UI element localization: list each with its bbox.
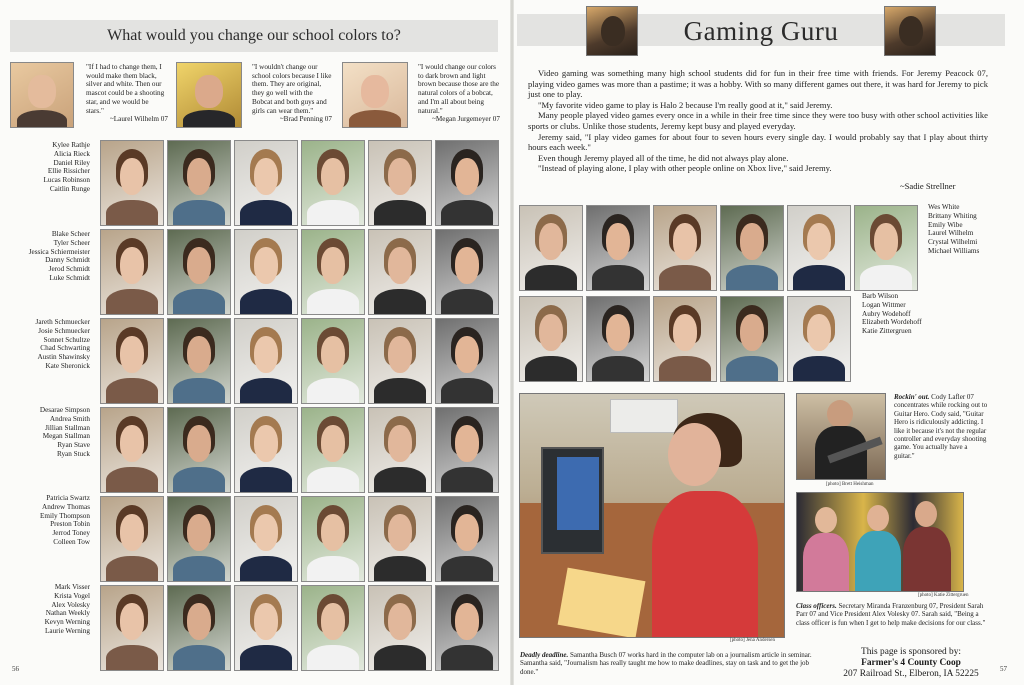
quote-photo-3: [342, 62, 408, 128]
student-name: Michael Williams: [928, 246, 980, 255]
student-portrait: [234, 229, 298, 315]
student-name: Jessica Schiermeister: [28, 247, 90, 256]
student-portrait: [653, 205, 717, 291]
student-name: Andrew Thomas: [42, 502, 90, 511]
name-list-group-5: [10, 494, 90, 547]
caption-officers-title: Class officers.: [796, 602, 837, 610]
student-name: Brittany Whiting: [928, 211, 977, 220]
portrait-grid-right-row-2: [519, 296, 851, 382]
caption-rockin-text: Cody Lafler 07 concentrates while rocking out to Guitar Hero. Cody said, "Guitar Hero is ridiculously addicting. I like it because it's not the regular controller and everyday shooting game. You actually have a guitar.": [894, 393, 988, 460]
student-name: Ryan Stave: [57, 441, 90, 450]
student-portrait: [234, 318, 298, 404]
quote-2-author: ~Brad Penning 07: [279, 115, 332, 124]
student-portrait: [301, 140, 365, 226]
student-name: Kate Sheronick: [45, 361, 90, 370]
student-portrait: [301, 496, 365, 582]
caption-officers: [796, 602, 992, 627]
student-portrait: [167, 496, 231, 582]
student-portrait: [100, 496, 164, 582]
photo-credit-guitar: [photo] Brett Heishman: [826, 482, 874, 487]
quote-1-author: ~Laurel Wilhelm 07: [109, 115, 168, 124]
student-name: Ellie Rissicher: [47, 167, 90, 176]
student-name: Jareth Schmuecker: [35, 318, 90, 326]
sponsor-name: [836, 658, 986, 669]
student-name: Patricia Swartz: [46, 494, 90, 502]
portrait-grid-right-row-1: [519, 205, 918, 291]
page-gutter: [510, 0, 514, 685]
student-name: Sonnet Schultze: [43, 335, 90, 344]
student-portrait: [100, 585, 164, 671]
student-name: Austin Shawinsky: [37, 353, 90, 362]
article-paragraph: Jeremy said, "I play video games for about four to seven hours every single day. I would probably say that I play about thirty hours each week.": [528, 131, 988, 153]
student-portrait: [435, 585, 499, 671]
caption-deadline-text: Samantha Busch 07 works hard in the computer lab on a journalism article in seminar. Samantha said, "Journalism has really taught me how to make deadlines, stay on task and to get the job done.": [520, 651, 812, 676]
quote-3-author: ~Megan Jurgemeyer 07: [431, 115, 500, 124]
student-name: Josie Schmuecker: [38, 326, 90, 335]
student-portrait: [787, 296, 851, 382]
student-portrait: [586, 205, 650, 291]
student-portrait: [301, 585, 365, 671]
student-portrait: [167, 407, 231, 493]
caption-officers-text: Secretary Miranda Franzenburg 07, President Sarah Parr 07 and Vice President Alex Volesky 07. Sarah said, "Being a class officer is fun when I get to help make decisions for our class.": [796, 602, 986, 627]
guitar-hero-photo: [796, 393, 886, 480]
student-name: Jillian Stallman: [45, 423, 90, 432]
student-name: Luke Schmidt: [49, 273, 90, 282]
student-name: Alicia Rieck: [53, 149, 90, 158]
student-portrait: [435, 140, 499, 226]
student-portrait: [301, 318, 365, 404]
student-portrait: [435, 496, 499, 582]
student-portrait: [519, 296, 583, 382]
sponsor-name-text: Farmer's 4 County Coop: [861, 658, 961, 669]
article-byline: ~Sadie Strellner: [900, 181, 956, 191]
caption-deadline-title: Deadly deadline.: [520, 651, 569, 659]
article-paragraph: Even though Jeremy played all of the time, he did not always play alone.: [538, 152, 789, 163]
student-name: Mark Visser: [54, 583, 90, 591]
caption-deadline: [520, 651, 820, 676]
student-name: Krista Vogel: [54, 591, 90, 600]
name-list-group-3: [10, 318, 90, 371]
student-portrait: [234, 407, 298, 493]
student-portrait: [368, 318, 432, 404]
title-photo-right: [884, 6, 936, 56]
student-portrait: [167, 318, 231, 404]
article-paragraph: Video gaming was something many high school students did for fun in their free time with friends. For Jeremy Peacock 07, playing video games was more than a pastime; it was a hobby. With so many different games out there, it was hard for Jeremy to pick just one to play.: [528, 68, 988, 100]
student-portrait: [519, 205, 583, 291]
student-portrait: [368, 585, 432, 671]
student-name: Laurel Wilhelm: [928, 229, 974, 238]
quote-2: [252, 63, 332, 124]
student-portrait: [720, 205, 784, 291]
student-name: Daniel Riley: [53, 158, 90, 167]
student-name: Logan Wittmer: [862, 300, 906, 309]
caption-rockin-title: Rockin' out.: [894, 393, 930, 401]
student-name: Elizabeth Wordehoff: [862, 318, 922, 327]
student-portrait: [787, 205, 851, 291]
student-portrait: [301, 407, 365, 493]
student-name: Katie Zittergruen: [862, 327, 912, 336]
student-name: Preston Tobin: [50, 520, 90, 529]
student-portrait: [368, 407, 432, 493]
student-name: Andrea Smith: [49, 414, 90, 423]
student-portrait: [100, 140, 164, 226]
name-list-group-2: [10, 230, 90, 283]
student-name: Laurie Werning: [45, 626, 90, 635]
student-name: Crystal Wilhelmi: [928, 238, 978, 247]
quote-photo-1: [10, 62, 74, 128]
sponsor-block: [836, 647, 986, 681]
student-portrait: [100, 318, 164, 404]
student-name: Barb Wilson: [862, 292, 899, 300]
student-portrait: [167, 585, 231, 671]
page-number-right: 57: [1000, 665, 1007, 673]
student-name: Colleen Tow: [53, 537, 90, 546]
student-name: Emily Wibe: [928, 220, 963, 229]
quote-3: [418, 63, 500, 124]
quote-1-text: "If I had to change them, I would make them black, silver and white. Then our mascot could be a shooting star, and we would be stars.": [86, 63, 165, 115]
student-portrait: [435, 318, 499, 404]
student-portrait: [368, 496, 432, 582]
caption-rockin: [894, 393, 988, 460]
student-name: Jerrod Toney: [52, 529, 90, 538]
name-list-group-4: [10, 406, 90, 459]
quote-photo-2: [176, 62, 242, 128]
sponsor-address: 207 Railroad St., Elberon, IA 52225: [843, 669, 979, 680]
student-portrait: [653, 296, 717, 382]
student-name: Danny Schmidt: [45, 256, 90, 265]
article-paragraph: Many people played video games every once in a while in their free time since they were too busy with other school activities like sports or clubs. Unlike those students, Jeremy kept busy and played everyday.: [528, 110, 988, 131]
student-portrait: [100, 407, 164, 493]
title-photo-left: [586, 6, 638, 56]
student-portrait: [234, 496, 298, 582]
portrait-grid-left: [100, 140, 499, 671]
student-name: Kevyn Werning: [44, 618, 90, 627]
right-page-title: Gaming Guru: [517, 14, 1005, 46]
student-name: Caitlin Runge: [49, 184, 90, 193]
student-name: Ryan Stuck: [56, 449, 90, 458]
article-paragraph: "Instead of playing alone, I play with other people online on Xbox live," said Jeremy.: [538, 163, 832, 174]
student-portrait: [234, 140, 298, 226]
photo-credit-officers: [photo] Katie Zittergruen: [918, 593, 969, 598]
student-name: Desarae Simpson: [39, 406, 90, 414]
student-portrait: [167, 229, 231, 315]
student-portrait: [100, 229, 164, 315]
student-portrait: [234, 585, 298, 671]
feature-article: [528, 68, 988, 174]
article-paragraph: "My favorite video game to play is Halo 2 because I'm really good at it," said Jeremy.: [538, 99, 833, 110]
name-list-right-1: [928, 203, 1024, 256]
student-name: Kylee Rathje: [52, 141, 90, 149]
student-name: Tyler Scheer: [53, 238, 90, 247]
page-number-left: 56: [12, 665, 19, 673]
class-officers-photo: [796, 492, 964, 592]
computer-lab-photo: [519, 393, 785, 638]
student-name: Wes White: [928, 203, 960, 211]
student-name: Emily Thompson: [40, 511, 90, 520]
student-portrait: [368, 229, 432, 315]
student-name: Aubry Wodehoff: [862, 309, 911, 318]
name-list-group-1: [10, 141, 90, 194]
student-name: Chad Schwarting: [40, 344, 90, 353]
student-portrait: [435, 407, 499, 493]
student-name: Blake Scheer: [51, 230, 90, 238]
student-portrait: [167, 140, 231, 226]
name-list-group-6: [10, 583, 90, 636]
student-portrait: [720, 296, 784, 382]
sponsor-line-1: This page is sponsored by:: [861, 647, 961, 657]
student-name: Alex Volesky: [51, 600, 90, 609]
quote-2-text: "I wouldn't change our school colors because I like them. They are original, they go well with the Bobcat and both guys and girls can wear them.": [252, 63, 332, 115]
quote-3-text: "I would change our colors to dark brown and light brown because those are the natural colors of a bobcat, and I'm all about being natural.": [418, 63, 500, 115]
student-portrait: [854, 205, 918, 291]
student-name: Megan Stallman: [42, 432, 90, 441]
student-name: Jerod Schmidt: [48, 265, 90, 274]
photo-credit-deadline: [photo] Jena Andersen: [730, 638, 775, 643]
student-name: Lucas Robinson: [43, 176, 90, 185]
student-portrait: [301, 229, 365, 315]
student-name: Nathan Weekly: [45, 609, 90, 618]
student-portrait: [586, 296, 650, 382]
name-list-right-2: [862, 292, 972, 336]
student-portrait: [435, 229, 499, 315]
left-page-title: What would you change our school colors to?: [10, 20, 498, 52]
quote-1: [86, 63, 168, 124]
student-portrait: [368, 140, 432, 226]
